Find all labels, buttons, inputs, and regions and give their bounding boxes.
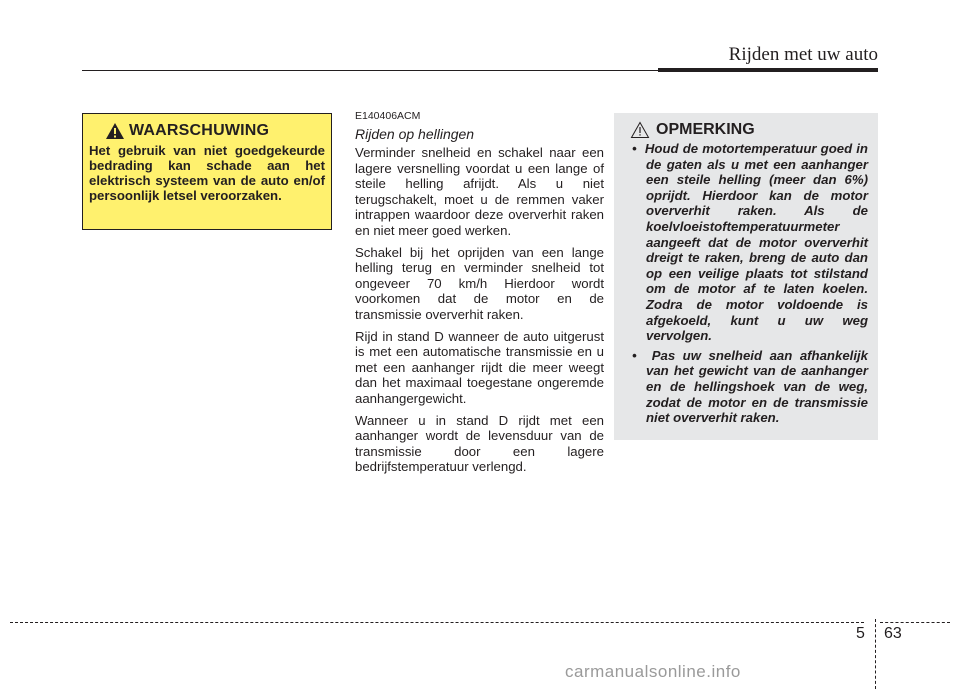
note-item (624, 141, 868, 344)
warning-text: Het gebruik van niet goedgekeurde bedrading kan schade aan het elektrisch systeem van de auto en/of persoonlijk letsel veroorzaken. (89, 143, 325, 203)
caution-triangle-icon (630, 121, 650, 139)
footer-rule (880, 622, 950, 623)
main-column (355, 110, 604, 481)
note-item (624, 348, 868, 426)
section-title: Rijden met uw auto (728, 44, 878, 65)
footer-rule (10, 622, 864, 623)
bullet-icon: • (632, 347, 652, 363)
header-rule-accent (658, 68, 878, 72)
watermark: carmanualsonline.info (565, 662, 741, 681)
warning-box (82, 113, 332, 230)
note-title: OPMERKING (656, 121, 755, 138)
paragraph: Verminder snelheid en schakel naar een lagere versnelling voordat u een lange of steile helling afrijdt. Als u niet terugschakelt, moet u de remmen vaker intrappen waardoor deze oververhit raken en niet meer goed werken. (355, 145, 604, 238)
section-code: E140406ACM (355, 110, 421, 122)
chapter-number: 5 (856, 625, 865, 642)
paragraph: Rijd in stand D wanneer de auto uitgerust is met een automatische transmissie en u met een aanhanger rijdt die meer weegt dan het maximaal toegestane ongeremde aanhangergewicht. (355, 328, 604, 406)
footer-divider (875, 619, 876, 689)
warning-triangle-icon (105, 122, 125, 140)
paragraph: Wanneer u in stand D rijdt met een aanhanger wordt de levensduur van de transmissie door een lagere bedrijfstemperatuur verlengd. (355, 412, 604, 475)
bullet-icon: • (632, 141, 645, 156)
subheading: Rijden op hellingen (355, 126, 475, 142)
note-item-text: Pas uw snelheid aan afhankelijk van het gewicht van de aanhanger en de hellingshoek van de weg, zodat de motor en de transmissie niet oververhit raken. (646, 347, 868, 426)
paragraph: Schakel bij het oprijden van een lange helling terug en verminder snelheid tot ongeveer 70 km/h Hierdoor wordt voorkomen dat de motor en de transmissie oververhit raken. (355, 244, 604, 322)
warning-title: WAARSCHUWING (129, 122, 270, 139)
note-item-text: Houd de motortemperatuur goed in de gaten als u met een aanhanger een steile helling (meer dan 6%) oprijdt. Hierdoor kan de motor oververhit raken. Als de koelvloeistoftemperatuurmeter aangeeft dat de motor oververhit dreigt te raken, breng de auto dan op een veilige plaats tot stilstand om de motor af te laten koelen. Zodra de motor voldoende is afgekoeld, kunt u uw weg vervolgen. (644, 141, 868, 344)
note-box (614, 113, 878, 440)
page-number: 63 (884, 625, 902, 642)
